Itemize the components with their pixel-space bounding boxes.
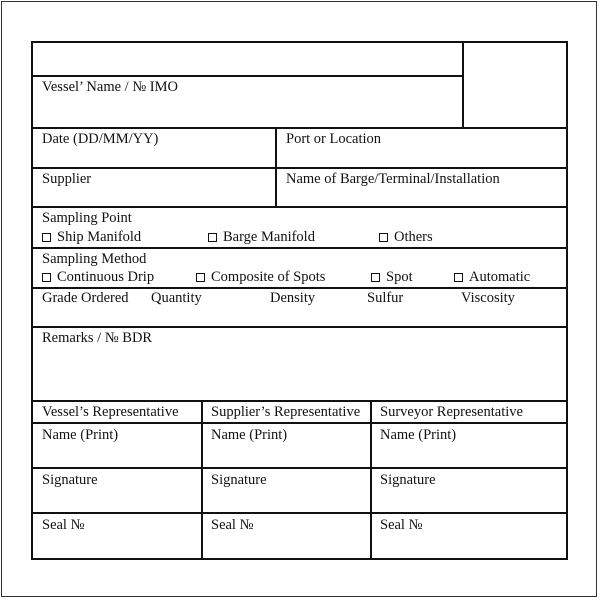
sampling-point-label: Sampling Point — [42, 210, 132, 226]
supplier-label: Supplier — [42, 171, 92, 187]
line-header-right — [462, 43, 464, 128]
line-date-port-divider — [275, 127, 277, 207]
line-vessel-bottom — [33, 127, 566, 129]
line-name-bottom — [33, 467, 566, 469]
line-sampling-point-bottom — [33, 247, 566, 249]
port-label: Port or Location — [286, 131, 382, 147]
sampling-form — [31, 41, 568, 560]
vessel-name-print-label: Name (Print) — [42, 427, 119, 443]
option-label: Composite of Spots — [211, 269, 326, 285]
option-label: Barge Manifold — [223, 229, 315, 245]
option-label: Others — [394, 229, 433, 245]
line-rep-divider-2 — [370, 400, 372, 558]
supplier-signature-label: Signature — [211, 472, 267, 488]
option-others[interactable] — [379, 229, 433, 245]
checkbox-automatic[interactable] — [454, 273, 463, 282]
supplier-seal-label: Seal № — [211, 517, 254, 533]
line-grade-bottom — [33, 326, 566, 328]
checkbox-composite-of-spots[interactable] — [196, 273, 205, 282]
surveyor-signature-label: Signature — [380, 472, 436, 488]
option-spot[interactable] — [371, 269, 413, 285]
line-sampling-method-bottom — [33, 287, 566, 289]
option-label: Spot — [386, 269, 413, 285]
option-label: Continuous Drip — [57, 269, 155, 285]
line-rep-header-bottom — [33, 422, 566, 424]
checkbox-spot[interactable] — [371, 273, 380, 282]
line-rep-divider-1 — [201, 400, 203, 558]
line-signature-bottom — [33, 512, 566, 514]
option-continuous-drip[interactable] — [42, 269, 154, 285]
viscosity-label: Viscosity — [461, 290, 515, 306]
option-automatic[interactable] — [454, 269, 530, 285]
option-label: Ship Manifold — [57, 229, 142, 245]
line-top-header — [33, 75, 464, 77]
density-label: Density — [270, 290, 316, 306]
line-date-bottom — [33, 167, 566, 169]
surveyor-seal-label: Seal № — [380, 517, 423, 533]
quantity-label: Quantity — [151, 290, 202, 306]
remarks-label: Remarks / № BDR — [42, 330, 153, 346]
date-label: Date (DD/MM/YY) — [42, 131, 159, 147]
supplier-representative-header: Supplier’s Representative — [211, 404, 361, 420]
barge-label: Name of Barge/Terminal/Installation — [286, 171, 500, 187]
checkbox-others[interactable] — [379, 233, 388, 242]
option-label: Automatic — [469, 269, 531, 285]
vessel-representative-header: Vessel’s Representative — [42, 404, 179, 420]
grade-ordered-label: Grade Ordered — [42, 290, 129, 306]
checkbox-continuous-drip[interactable] — [42, 273, 51, 282]
vessel-name-label: Vessel’ Name / № IMO — [42, 79, 178, 95]
supplier-name-print-label: Name (Print) — [211, 427, 288, 443]
line-supplier-bottom — [33, 206, 566, 208]
option-composite-of-spots[interactable] — [196, 269, 325, 285]
option-barge-manifold[interactable] — [208, 229, 315, 245]
surveyor-name-print-label: Name (Print) — [380, 427, 457, 443]
sulfur-label: Sulfur — [367, 290, 404, 306]
sampling-method-label: Sampling Method — [42, 251, 147, 267]
vessel-seal-label: Seal № — [42, 517, 85, 533]
checkbox-barge-manifold[interactable] — [208, 233, 217, 242]
option-ship-manifold[interactable] — [42, 229, 141, 245]
vessel-signature-label: Signature — [42, 472, 98, 488]
checkbox-ship-manifold[interactable] — [42, 233, 51, 242]
surveyor-representative-header: Surveyor Representative — [380, 404, 523, 420]
line-remarks-bottom — [33, 400, 566, 402]
